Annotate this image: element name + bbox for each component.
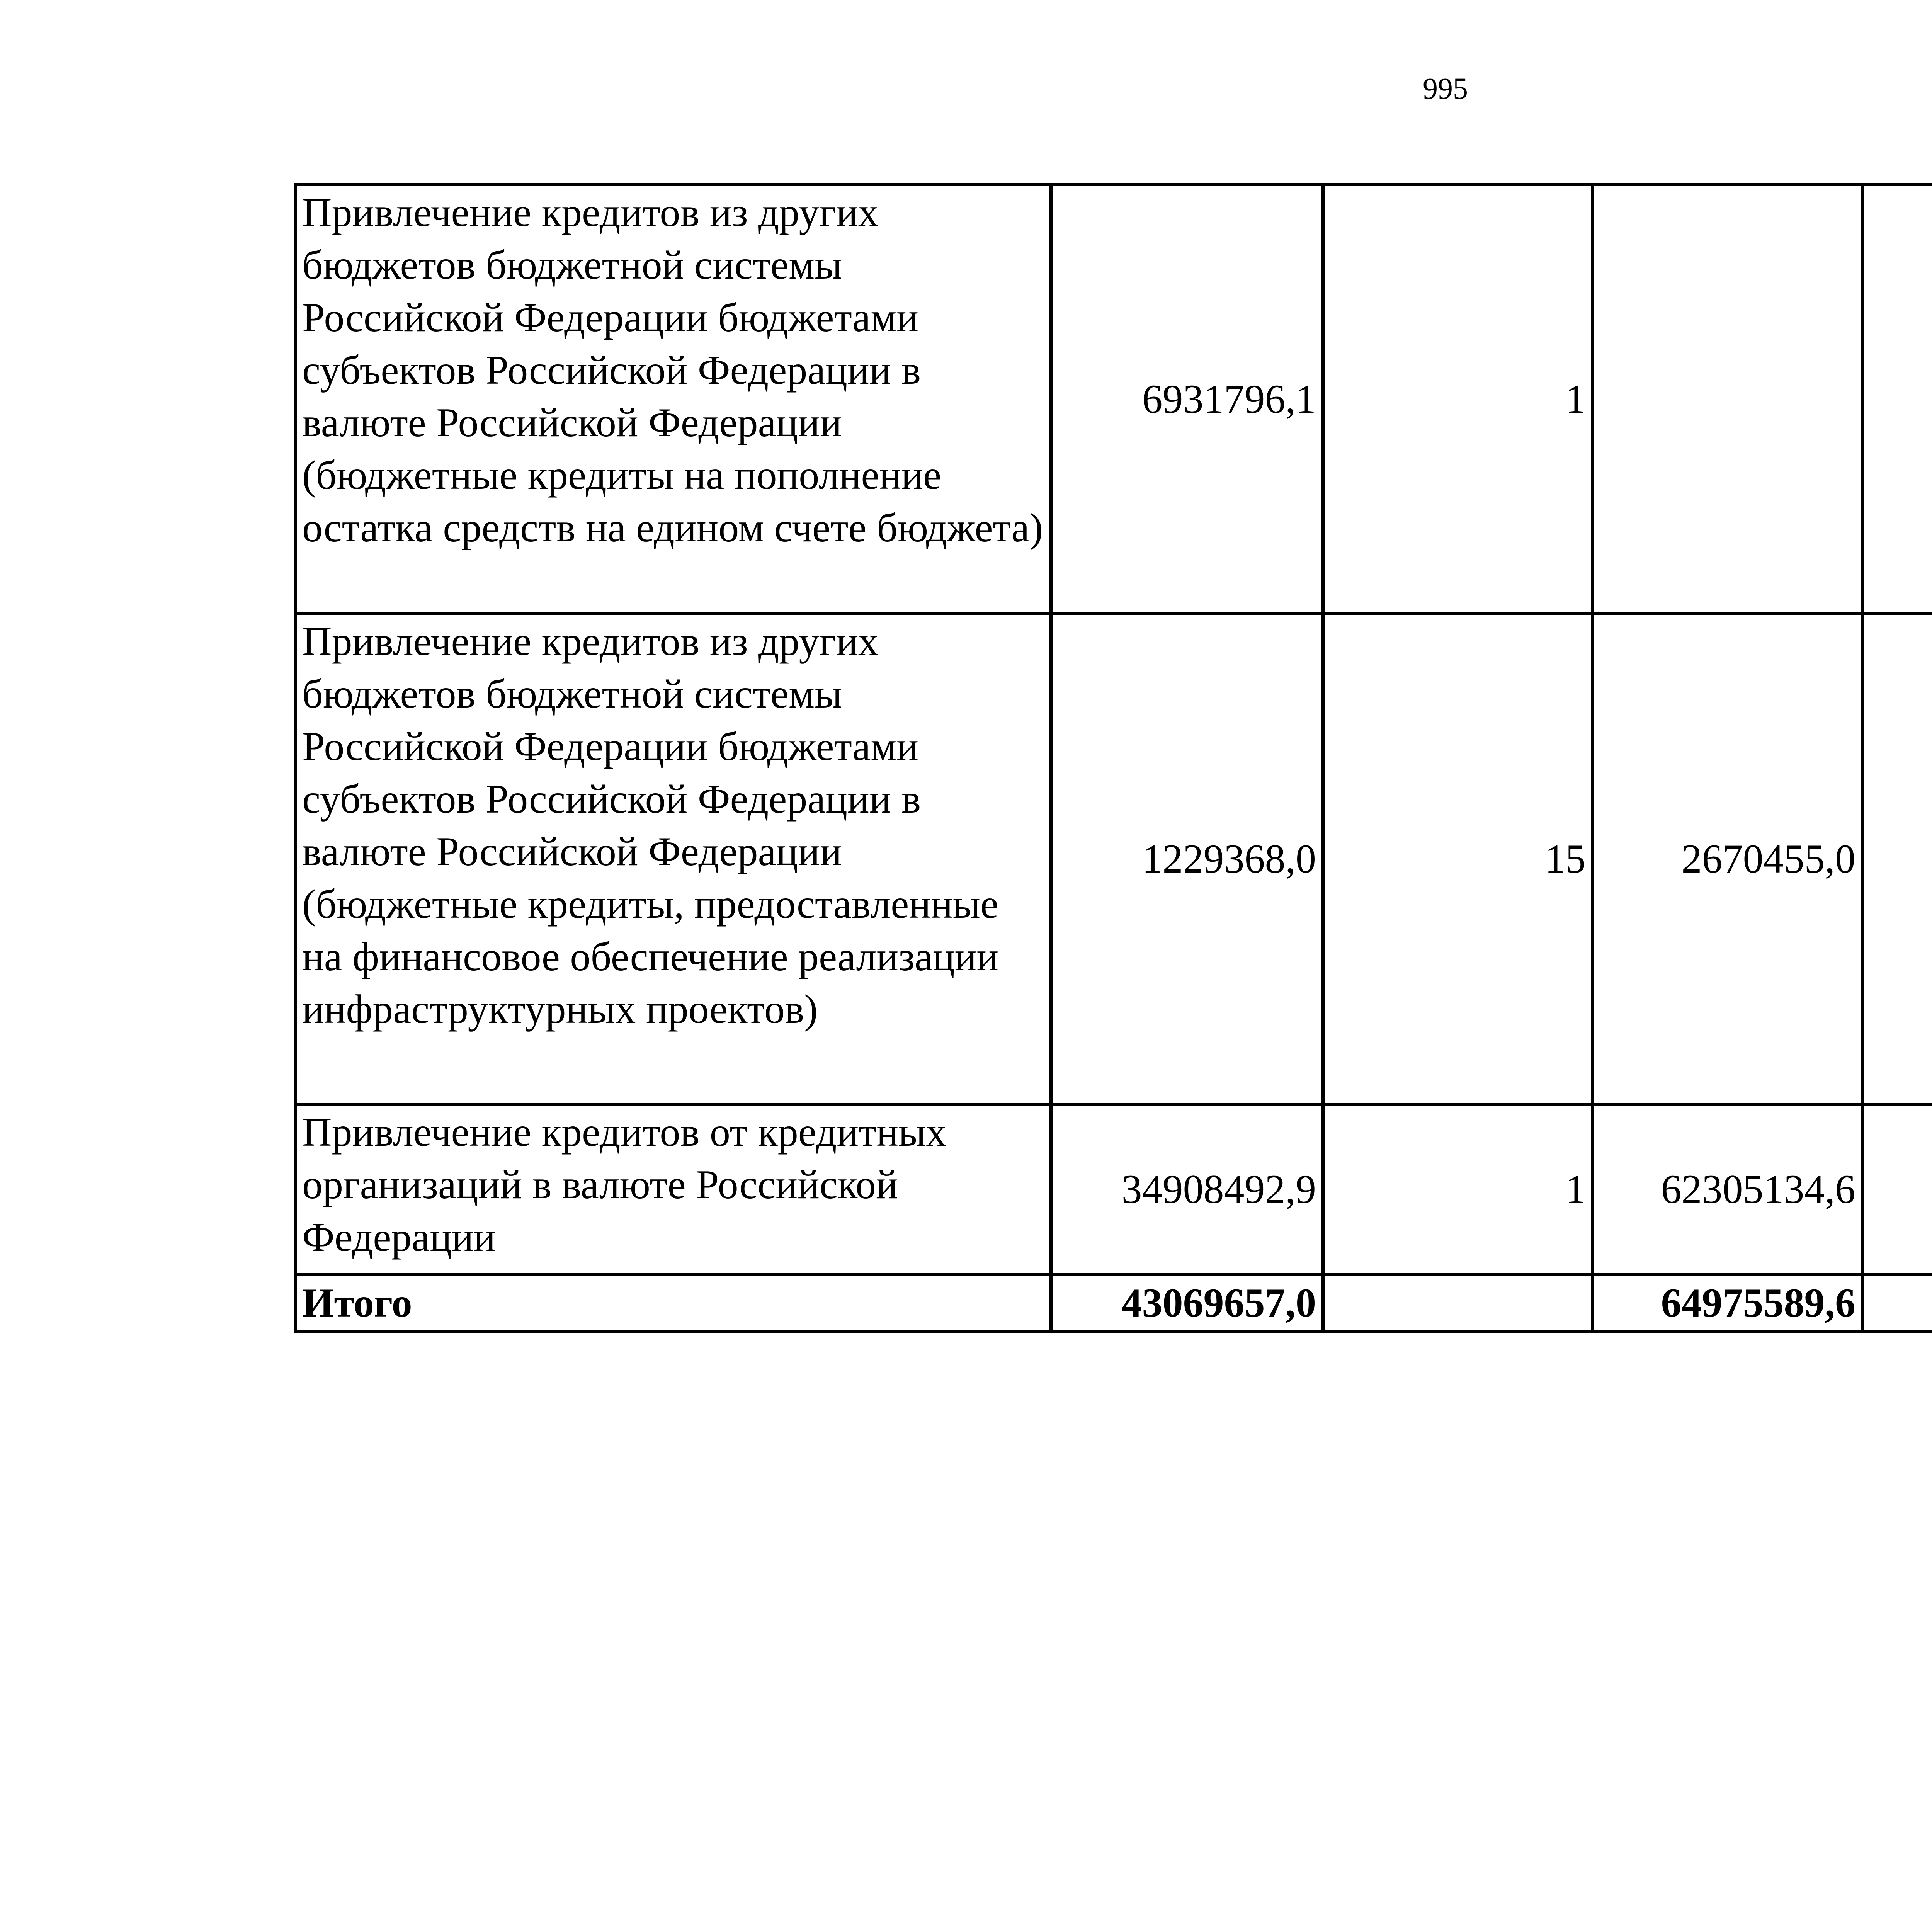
total-row [295, 1274, 1932, 1332]
amount-cell [1593, 185, 1862, 614]
term-cell: 1 [1323, 185, 1593, 614]
row-description: Привлечение кредитов из других бюджетов бюджетной системы Российской Федерации бюджетами субъектов Российской Федерации в валюте Российской Федерации (бюджетные кредиты, предоставленные на финансовое обеспечение реализации инфраструктурных проектов) [295, 614, 1051, 1104]
amount-cell: 2670455,0 [1593, 614, 1862, 1104]
term-cell [1862, 614, 1932, 1104]
row-description: Привлечение кредитов из других бюджетов бюджетной системы Российской Федерации бюджетами субъектов Российской Федерации в валюте Российской Федерации (бюджетные кредиты на пополнение остатка средств на едином счете бюджета) [295, 185, 1051, 614]
row-description: Привлечение кредитов от кредитных организаций в валюте Российской Федерации [295, 1104, 1051, 1274]
term-cell: 15 [1323, 614, 1593, 1104]
total-amount-cell: 64975589,6 [1593, 1274, 1862, 1332]
term-cell [1862, 185, 1932, 614]
amount-cell: 1229368,0 [1051, 614, 1323, 1104]
total-label: Итого [295, 1274, 1051, 1332]
amount-cell: 34908492,9 [1051, 1104, 1323, 1274]
table-row [295, 1104, 1932, 1274]
table-row [295, 185, 1932, 614]
amount-cell: 6931796,1 [1051, 185, 1323, 614]
total-term-cell [1862, 1274, 1932, 1332]
total-amount-cell: 43069657,0 [1051, 1274, 1323, 1332]
borrowing-sources-table [294, 183, 1932, 1333]
table-row [295, 614, 1932, 1104]
term-cell [1862, 1104, 1932, 1274]
total-term-cell [1323, 1274, 1593, 1332]
page-number: 995 [1423, 71, 1468, 105]
term-cell: 1 [1323, 1104, 1593, 1274]
amount-cell: 62305134,6 [1593, 1104, 1862, 1274]
